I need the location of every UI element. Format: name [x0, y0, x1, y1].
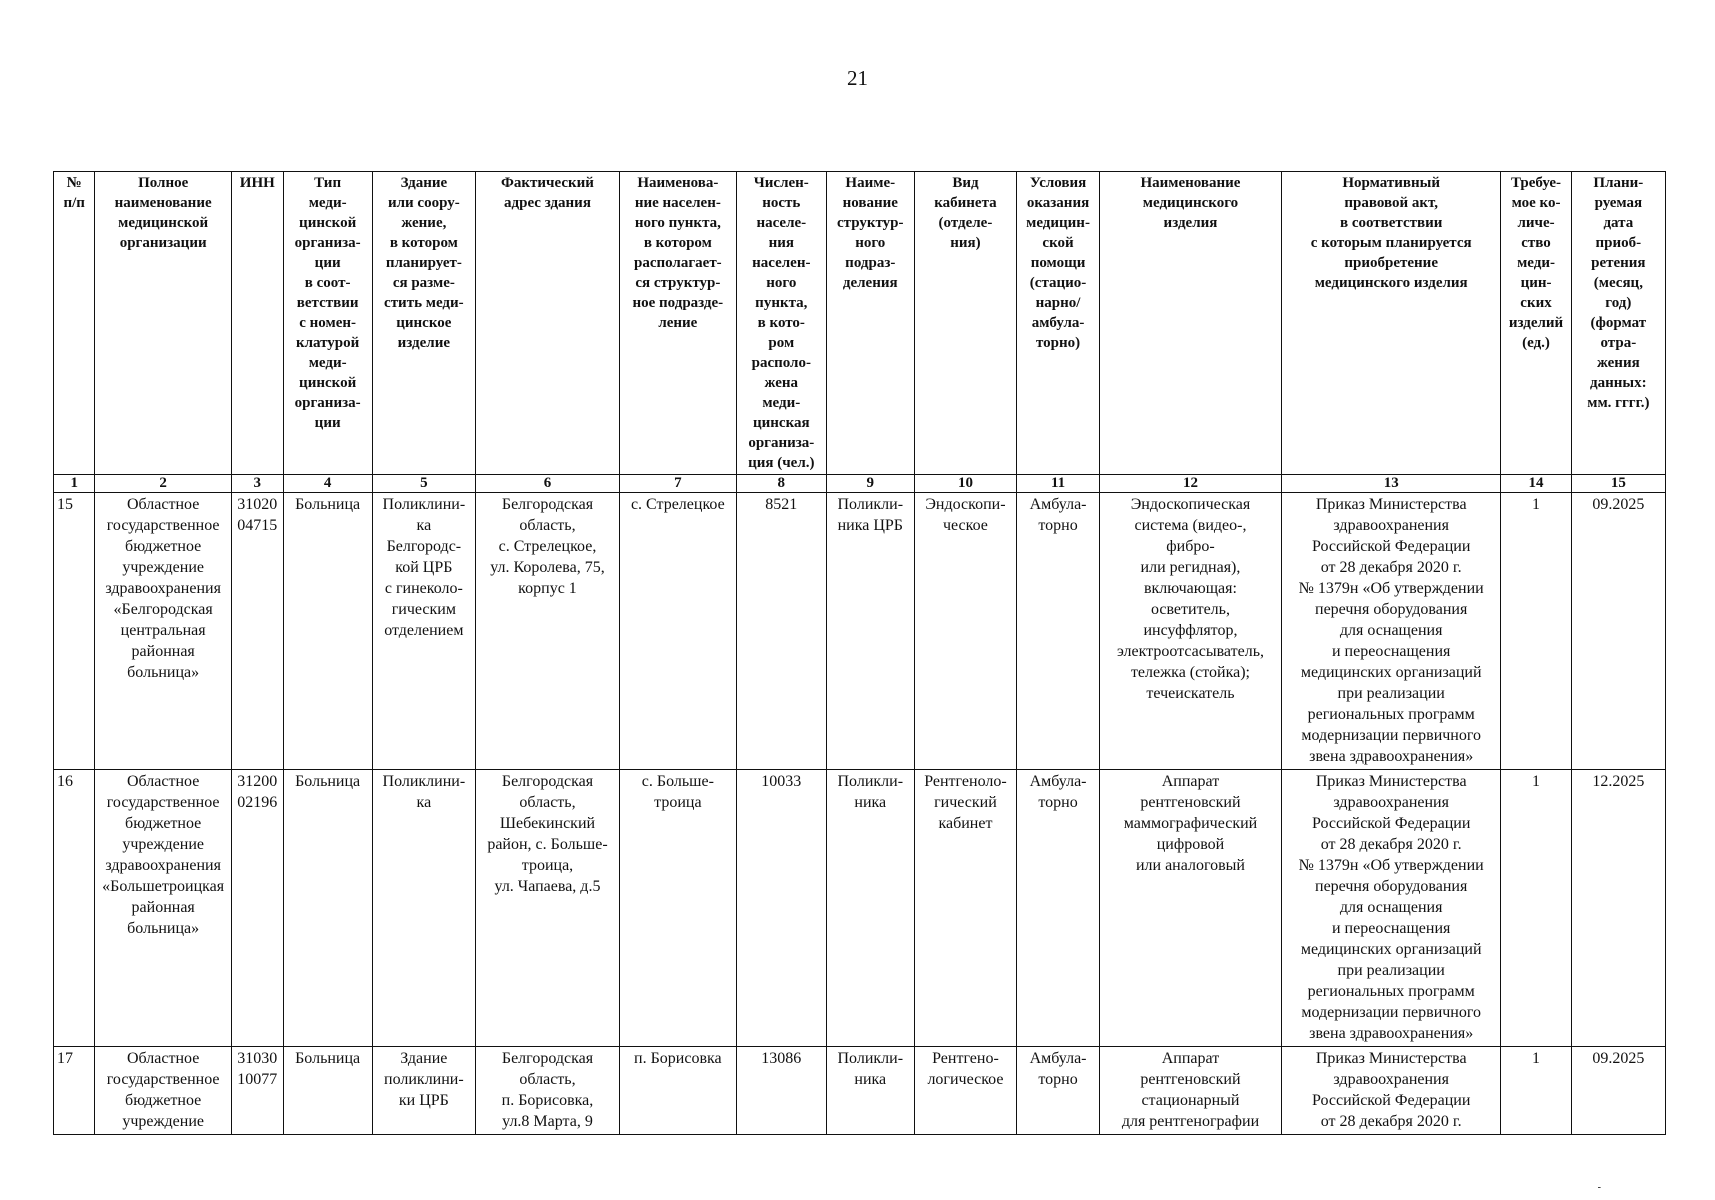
- cell-text: Белгородская область, Шебекинский район, с. Больше- троица, ул. Чапаева, д.5: [487, 773, 608, 895]
- cell-text: 1: [1532, 773, 1541, 790]
- cell-text: 31200 02196: [237, 773, 278, 811]
- cell-text: Рентгено- логическое: [927, 1050, 1004, 1088]
- cell-text: 09.2025: [1592, 496, 1645, 513]
- legal-act-cell: [1282, 1047, 1501, 1135]
- cell-text: Приказ Министерства здравоохранения Российской Федерации от 28 декабря 2020 г. № 1379н «Об утверждении перечня оборудования для оснащения и переоснащения медицинских организаций при реализации региональных программ модернизации первичного звена здравоохранения»: [1298, 496, 1484, 765]
- cell-text: 10033: [761, 773, 802, 790]
- population-cell: [736, 493, 826, 770]
- cell-text: Поликли- ника: [837, 1050, 904, 1088]
- org-name-cell: [95, 770, 232, 1047]
- org-name-cell: [95, 493, 232, 770]
- table-row: [54, 770, 1666, 1047]
- table-row: [54, 1047, 1666, 1135]
- header-cell-org-type: [283, 172, 372, 475]
- cell-text: 09.2025: [1592, 1050, 1645, 1067]
- header-label: Нормативный правовой акт, в соответствии с которым планируется приобретение медицинского изделия: [1310, 175, 1472, 291]
- column-number: 2: [95, 475, 232, 493]
- cell-text: Эндоскопи- ческое: [925, 496, 1006, 534]
- cell-text: Здание поликлини- ки ЦРБ: [384, 1050, 464, 1109]
- footer-mark: -: [1597, 1182, 1601, 1193]
- quantity-cell: [1501, 770, 1571, 1047]
- procurement-table: [53, 171, 1666, 1135]
- table-header-row: [54, 172, 1666, 475]
- header-cell-number: [54, 172, 95, 475]
- cell-text: Аппарат рентгеновский маммографический цифровой или аналоговый: [1123, 773, 1258, 874]
- column-number: 7: [619, 475, 736, 493]
- column-number: 8: [736, 475, 826, 493]
- header-label: Фактический адрес здания: [501, 175, 594, 211]
- address-cell: [476, 493, 620, 770]
- building-cell: [372, 1047, 475, 1135]
- building-cell: [372, 493, 475, 770]
- cell-text: Амбула- торно: [1029, 773, 1087, 811]
- row-number: [54, 770, 95, 1047]
- cell-text: 31020 04715: [237, 496, 278, 534]
- date-cell: [1571, 1047, 1665, 1135]
- header-cell-population: [736, 172, 826, 475]
- header-cell-building: [372, 172, 475, 475]
- settlement-cell: [619, 493, 736, 770]
- header-cell-cabinet: [914, 172, 1016, 475]
- org-type-cell: [283, 493, 372, 770]
- cell-text: с. Больше- троица: [641, 773, 714, 811]
- header-cell-legal-act: [1282, 172, 1501, 475]
- column-number: 4: [283, 475, 372, 493]
- column-number: 6: [476, 475, 620, 493]
- cell-text: Поликли- ника ЦРБ: [837, 496, 904, 534]
- date-cell: [1571, 770, 1665, 1047]
- header-label: № п/п: [63, 175, 85, 211]
- cell-text: с. Стрелецкое: [630, 496, 725, 513]
- column-number: 5: [372, 475, 475, 493]
- column-number: 9: [826, 475, 914, 493]
- cell-text: 16: [57, 773, 73, 790]
- cell-text: 1: [1532, 1050, 1541, 1067]
- address-cell: [476, 770, 620, 1047]
- column-number: 11: [1017, 475, 1100, 493]
- column-number: 14: [1501, 475, 1571, 493]
- org-name-cell: [95, 1047, 232, 1135]
- cell-text: Областное государственное бюджетное учреждение здравоохранения «Большетроицкая районная больница»: [102, 773, 225, 937]
- cell-text: Поликли- ника: [837, 773, 904, 811]
- unit-cell: [826, 493, 914, 770]
- header-label: Тип меди- цинской организа- ции в соот- ветствии с номен- клатурой меди- цинской организа- ции: [294, 175, 361, 431]
- cell-text: 13086: [761, 1050, 802, 1067]
- cell-text: Амбула- торно: [1029, 496, 1087, 534]
- header-label: Плани- руемая дата приоб- ретения (месяц, год) (формат отра- жения данных: мм. гггг.): [1587, 175, 1650, 411]
- inn-cell: [231, 1047, 283, 1135]
- cell-text: 17: [57, 1050, 73, 1067]
- cell-text: Областное государственное бюджетное учреждение здравоохранения «Белгородская центральная районная больница»: [105, 496, 221, 681]
- header-label: Условия оказания медицин- ской помощи (стацио- нарно/ амбула- торно): [1026, 175, 1090, 351]
- cell-text: Поликлини- ка Белгородс- кой ЦРБ с гинеколо- гическим отделением: [382, 496, 466, 639]
- cell-text: Приказ Министерства здравоохранения Российской Федерации от 28 декабря 2020 г.: [1311, 1050, 1471, 1130]
- conditions-cell: [1017, 1047, 1100, 1135]
- date-cell: [1571, 493, 1665, 770]
- unit-cell: [826, 1047, 914, 1135]
- cell-text: Белгородская область, с. Стрелецкое, ул. Королева, 75, корпус 1: [490, 496, 605, 597]
- cell-text: 15: [57, 496, 73, 513]
- cell-text: Эндоскопическая система (видео-, фибро- или регидная), включающая: осветитель, инсуффлятор, электроотсасыватель, тележка (стойка); течеискатель: [1116, 496, 1264, 702]
- cell-text: 8521: [765, 496, 798, 513]
- cabinet-cell: [914, 770, 1016, 1047]
- population-cell: [736, 1047, 826, 1135]
- row-number: [54, 493, 95, 770]
- cell-text: Рентгеноло- гический кабинет: [924, 773, 1007, 832]
- population-cell: [736, 770, 826, 1047]
- header-cell-device: [1099, 172, 1281, 475]
- header-cell-quantity: [1501, 172, 1571, 475]
- org-type-cell: [283, 770, 372, 1047]
- device-cell: [1099, 493, 1281, 770]
- inn-cell: [231, 770, 283, 1047]
- cell-text: Белгородская область, п. Борисовка, ул.8 Марта, 9: [501, 1050, 594, 1130]
- cell-text: Областное государственное бюджетное учреждение: [106, 1050, 220, 1130]
- legal-act-cell: [1282, 493, 1501, 770]
- header-label: Числен- ность населе- ния населен- ного пункта, в кото- ром располо- жена меди- цинская организа- ция (чел.): [748, 175, 815, 471]
- header-cell-address: [476, 172, 620, 475]
- header-label: Наименова- ние населен- ного пункта, в котором располагает- ся структур- ное подразде- ление: [632, 175, 724, 331]
- cabinet-cell: [914, 493, 1016, 770]
- cell-text: 1: [1532, 496, 1541, 513]
- column-number: 13: [1282, 475, 1501, 493]
- cell-text: Приказ Министерства здравоохранения Российской Федерации от 28 декабря 2020 г. № 1379н «Об утверждении перечня оборудования для оснащения и переоснащения медицинских организаций при реализации региональных программ модернизации первичного звена здравоохранения»: [1298, 773, 1484, 1042]
- cell-text: Больница: [295, 1050, 361, 1067]
- table-row: [54, 493, 1666, 770]
- header-label: ИНН: [239, 175, 275, 191]
- quantity-cell: [1501, 493, 1571, 770]
- cell-text: 12.2025: [1592, 773, 1645, 790]
- header-cell-settlement: [619, 172, 736, 475]
- column-number-row: [54, 475, 1666, 493]
- header-label: Наименование медицинского изделия: [1140, 175, 1241, 231]
- cell-text: Амбула- торно: [1029, 1050, 1087, 1088]
- cell-text: Больница: [295, 773, 361, 790]
- header-label: Наиме- нование структур- ного подраз- деления: [837, 175, 904, 291]
- quantity-cell: [1501, 1047, 1571, 1135]
- header-label: Здание или соору- жение, в котором планирует- ся разме- стить меди- цинское изделие: [384, 175, 464, 351]
- header-cell-unit: [826, 172, 914, 475]
- conditions-cell: [1017, 770, 1100, 1047]
- conditions-cell: [1017, 493, 1100, 770]
- device-cell: [1099, 770, 1281, 1047]
- device-cell: [1099, 1047, 1281, 1135]
- header-cell-org-name: [95, 172, 232, 475]
- column-number: 1: [54, 475, 95, 493]
- legal-act-cell: [1282, 770, 1501, 1047]
- header-label: Полное наименование медицинской организации: [114, 175, 212, 251]
- address-cell: [476, 1047, 620, 1135]
- column-number: 3: [231, 475, 283, 493]
- header-cell-conditions: [1017, 172, 1100, 475]
- inn-cell: [231, 493, 283, 770]
- column-number: 12: [1099, 475, 1281, 493]
- header-label: Вид кабинета (отделе- ния): [934, 175, 997, 251]
- unit-cell: [826, 770, 914, 1047]
- cell-text: Поликлини- ка: [382, 773, 466, 811]
- cabinet-cell: [914, 1047, 1016, 1135]
- settlement-cell: [619, 770, 736, 1047]
- building-cell: [372, 770, 475, 1047]
- row-number: [54, 1047, 95, 1135]
- cell-text: 31030 10077: [237, 1050, 278, 1088]
- cell-text: п. Борисовка: [634, 1050, 722, 1067]
- header-label: Требуе- мое ко- личе- ство меди- цин- ских изделий (ед.): [1508, 175, 1564, 351]
- cell-text: Больница: [295, 496, 361, 513]
- org-type-cell: [283, 1047, 372, 1135]
- settlement-cell: [619, 1047, 736, 1135]
- header-cell-inn: [231, 172, 283, 475]
- column-number: 15: [1571, 475, 1665, 493]
- cell-text: Аппарат рентгеновский стационарный для рентгенографии: [1121, 1050, 1260, 1130]
- header-cell-date: [1571, 172, 1665, 475]
- column-number: 10: [914, 475, 1016, 493]
- page-number: 21: [847, 66, 868, 90]
